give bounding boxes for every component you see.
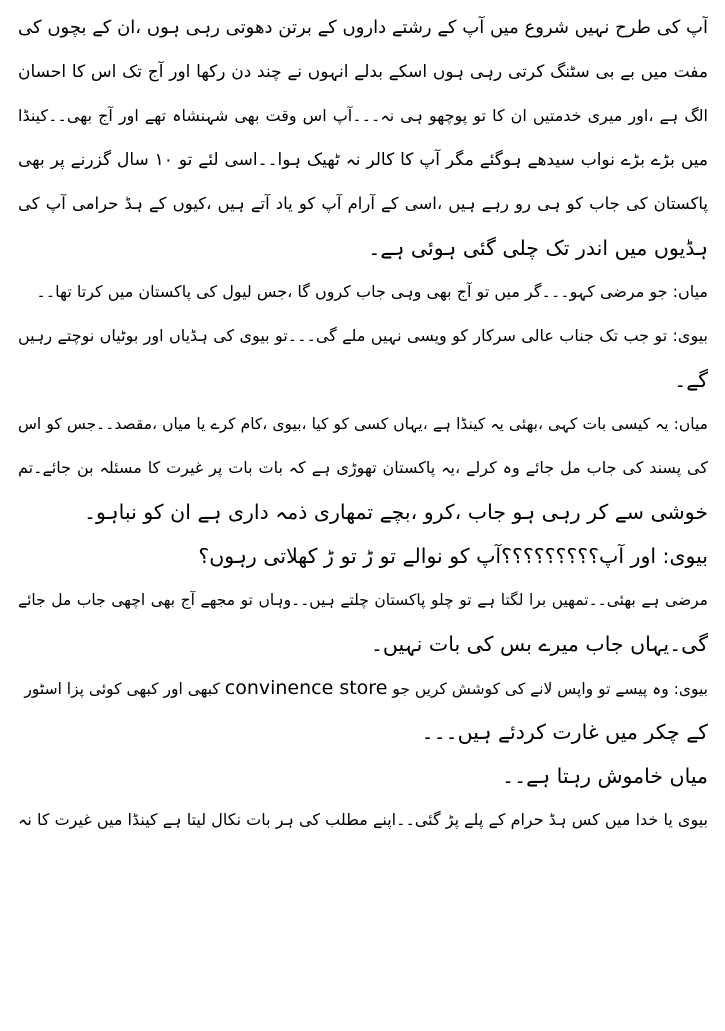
text-line: ہڈیوں میں اندر تک چلی گئی ہوئی ہے۔	[368, 236, 708, 260]
urdu-segment: بیوی: وہ پیسے تو واپس لانے کی کوشش کریں جو	[387, 680, 708, 698]
english-phrase: convinence store	[224, 677, 388, 699]
text-line: میاں: یہ کیسی بات کہی ،بھئی یہ کینڈا ہے ،یہاں کسی کو کیا ،بیوی ،کام کرے یا میاں ،مقصد۔۔جس کو اس	[18, 415, 708, 433]
paragraph	[18, 314, 708, 402]
paragraph	[18, 666, 708, 754]
urdu-segment: کبھی اور کبھی کوئی پزا اسٹور	[24, 680, 225, 698]
text-line: آپ کی طرح نہیں شروع میں آپ کے رشتے داروں کے برتن دھوتی رہی ہوں ،ان کے بچوں کی	[18, 17, 708, 38]
text-line: میاں: جو مرضی کہو۔۔۔گر میں تو آج بھی وہی جاب کروں گا ،جس لیول کی پاکستان میں کرتا تھا۔۔	[36, 282, 708, 301]
text-line: گے۔	[674, 368, 708, 392]
urdu-document-page	[18, 6, 708, 1026]
paragraph	[18, 534, 708, 578]
text-line: بیوی: اور آپ؟؟؟؟؟؟؟؟؟آپ کو نوالے تو ڑ تو ڑ کھلاتی رہوں؟	[198, 544, 708, 568]
paragraph	[18, 798, 708, 842]
text-line: پاکستان کی جاب کو ہی رو رہے ہیں ،اسی کے آرام آپ کو یاد آتے ہیں ،کیوں کے ہڈ حرامی آپ کی	[18, 194, 708, 213]
text-line: میاں خاموش رہتا ہے۔۔	[502, 764, 708, 788]
paragraph	[18, 402, 708, 534]
text-line: میں بڑے بڑے نواب سیدھے ہوگئے مگر آپ کا کالر نہ ٹھیک ہوا۔۔اسی لئے تو ۱۰ سال گزرنے پر بھی	[18, 150, 708, 170]
text-line: بیوی: تو جب تک جناب عالی سرکار کو ویسی نہیں ملے گی۔۔۔تو بیوی کی ہڈیاں اور بوٹیاں نوچتے رہیں	[18, 326, 708, 345]
text-line: مرضی ہے بھئی۔۔تمھیں برا لگتا ہے تو چلو پاکستان چلتے ہیں۔۔وہاں تو مجھے آج بھی اچھی جاب مل جائے	[18, 591, 708, 609]
paragraph	[18, 270, 708, 314]
text-line: مفت میں بے بی سٹنگ کرتی رہی ہوں اسکے بدلے انہوں نے چند دن رکھا اور آج تک اس کا احسان	[18, 62, 708, 82]
text-line: الگ ہے ،اور میری خدمتیں ان کا تو پوچھو ہی نہ۔۔۔آپ اس وقت بھی شہنشاہ تھے اور آج بھی۔۔کینڈا	[18, 106, 708, 125]
paragraph	[18, 578, 708, 666]
text-line-mixed	[18, 666, 708, 710]
text-line: خوشی سے کر رہی ہو جاب ،کرو ،بچے تمھاری ذمہ داری ہے ان کو نباہو۔	[84, 500, 708, 524]
paragraph	[18, 754, 708, 798]
text-line: بیوی یا خدا میں کس ہڈ حرام کے پلے پڑ گئی۔۔اپنے مطلب کی ہر بات نکال لیتا ہے کینڈا میں غیرت کا نہ	[18, 810, 708, 829]
paragraph	[18, 6, 708, 270]
text-line: کی پسند کی جاب مل جائے وہ کرلے ،یہ پاکستان تھوڑی ہے کہ بات بات پر غیرت کا مسئلہ بن جائے۔تم	[18, 458, 708, 477]
text-line: گی۔یہاں جاب میرے بس کی بات نہیں۔	[370, 632, 708, 656]
text-line: کے چکر میں غارت کردئے ہیں۔۔۔	[421, 720, 708, 744]
